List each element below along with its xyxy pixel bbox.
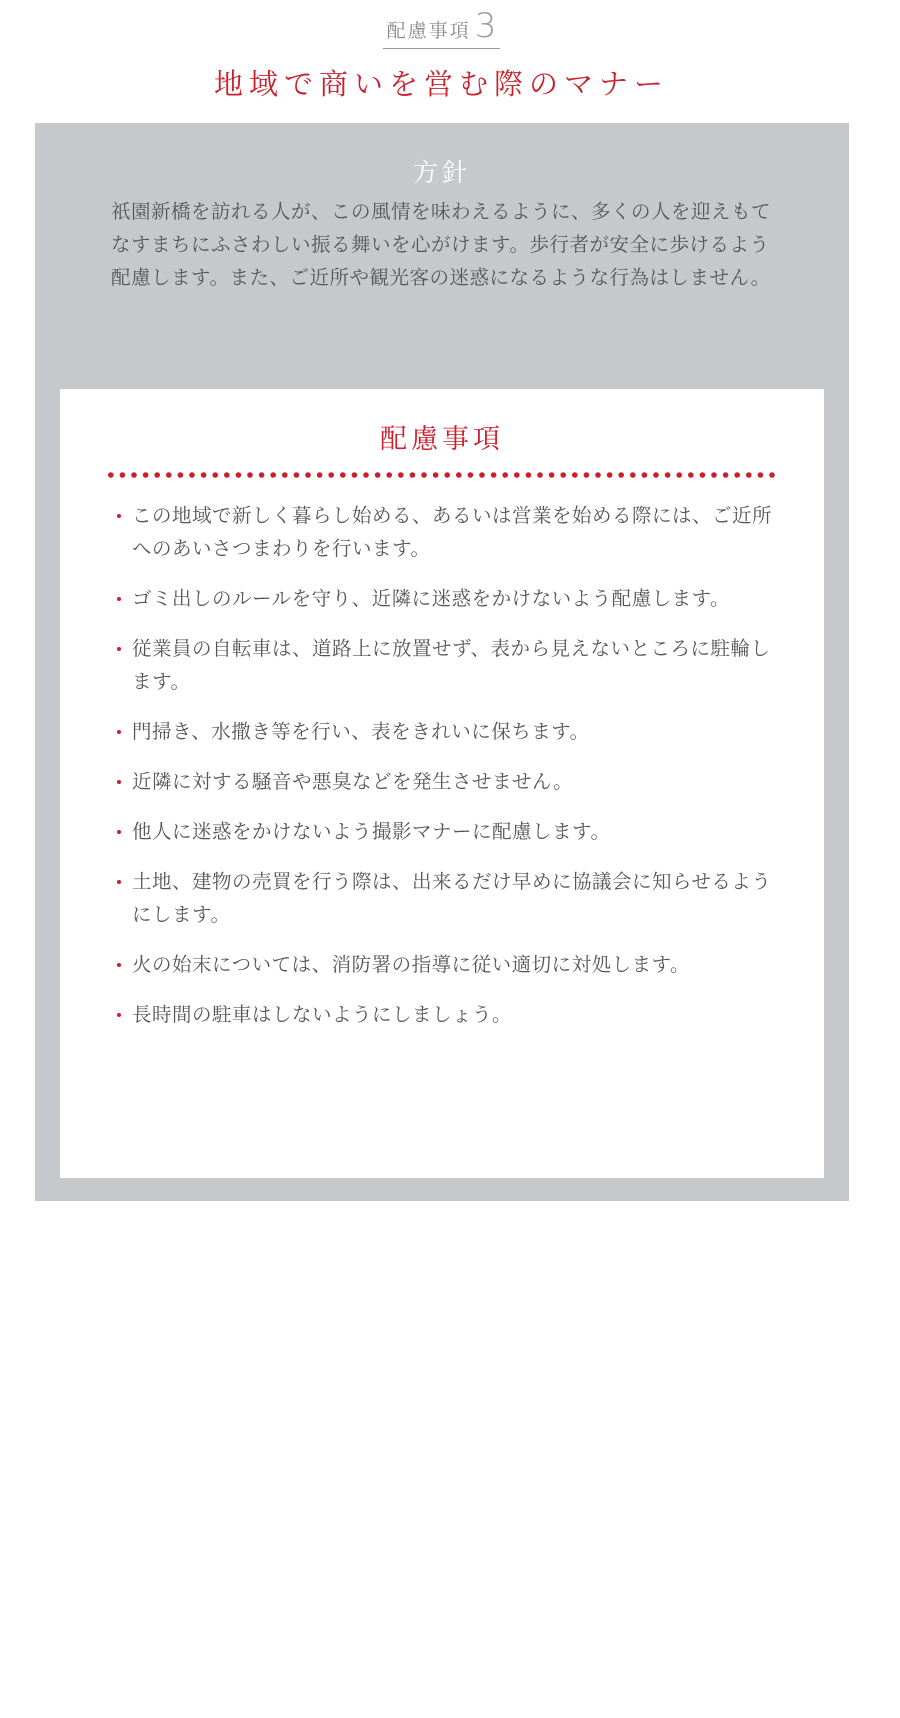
divider-dot bbox=[166, 472, 172, 478]
considerations-card bbox=[60, 389, 824, 1178]
divider-dot bbox=[746, 472, 752, 478]
list-item-text: ゴミ出しのルールを守り、近隣に迷惑をかけないよう配慮します。 bbox=[132, 587, 731, 610]
list-item bbox=[116, 715, 774, 748]
divider-dot bbox=[491, 472, 497, 478]
list-item-text: 近隣に対する騒音や悪臭などを発生させません。 bbox=[132, 770, 574, 793]
divider-dot bbox=[688, 472, 694, 478]
divider-dot bbox=[108, 472, 114, 478]
divider-dot bbox=[410, 472, 416, 478]
dotted-divider bbox=[108, 471, 776, 479]
divider-dot bbox=[526, 472, 532, 478]
bullet-dot-icon bbox=[117, 830, 121, 834]
divider-dot bbox=[700, 472, 706, 478]
bullet-dot-icon bbox=[117, 730, 121, 734]
bullet-dot-icon bbox=[117, 647, 121, 651]
divider-dot bbox=[282, 472, 288, 478]
list-item bbox=[116, 815, 774, 848]
list-item bbox=[116, 582, 774, 615]
list-item bbox=[116, 865, 774, 931]
divider-dot bbox=[375, 472, 381, 478]
list-item-text: 土地、建物の売買を行う際は、出来るだけ早めに協議会に知らせるようにします。 bbox=[132, 870, 772, 926]
divider-dot bbox=[259, 472, 265, 478]
divider-dot bbox=[584, 472, 590, 478]
divider-dot bbox=[630, 472, 636, 478]
considerations-list bbox=[116, 499, 774, 1048]
divider-dot bbox=[642, 472, 648, 478]
divider-dot bbox=[676, 472, 682, 478]
divider-dot bbox=[479, 472, 485, 478]
considerations-heading: 配慮事項 bbox=[380, 424, 504, 455]
divider-dot bbox=[421, 472, 427, 478]
divider-dot bbox=[711, 472, 717, 478]
divider-dot bbox=[178, 472, 184, 478]
page-title: 地域で商いを営む際のマナー bbox=[213, 67, 669, 101]
divider-dot bbox=[456, 472, 462, 478]
divider-dot bbox=[386, 472, 392, 478]
divider-dot bbox=[317, 472, 323, 478]
divider-dot bbox=[363, 472, 369, 478]
divider-dot bbox=[270, 472, 276, 478]
divider-dot bbox=[212, 472, 218, 478]
section-label-text: 配慮事項 bbox=[386, 20, 471, 42]
divider-dot bbox=[247, 472, 253, 478]
divider-dot bbox=[653, 472, 659, 478]
divider-dot bbox=[131, 472, 137, 478]
bullet-dot-icon bbox=[117, 1013, 121, 1017]
divider-dot bbox=[665, 472, 671, 478]
divider-dot bbox=[514, 472, 520, 478]
policy-heading: 方針 bbox=[412, 158, 471, 187]
divider-dot bbox=[143, 472, 149, 478]
list-item bbox=[116, 632, 774, 698]
divider-dot bbox=[560, 472, 566, 478]
bullet-dot-icon bbox=[117, 597, 121, 601]
list-item bbox=[116, 998, 774, 1031]
divider-dot bbox=[433, 472, 439, 478]
bullet-dot-icon bbox=[117, 880, 121, 884]
divider-dot bbox=[723, 472, 729, 478]
divider-dot bbox=[328, 472, 334, 478]
divider-dot bbox=[398, 472, 404, 478]
list-item bbox=[116, 499, 774, 565]
list-item-text: 他人に迷惑をかけないよう撮影マナーに配慮します。 bbox=[132, 820, 611, 843]
list-item bbox=[116, 765, 774, 798]
divider-dot bbox=[758, 472, 764, 478]
list-item-text: 門掃き、水撒き等を行い、表をきれいに保ちます。 bbox=[132, 720, 590, 743]
list-item bbox=[116, 948, 774, 981]
list-item-text: この地域で新しく暮らし始める、あるいは営業を始める際には、ご近所へのあいさつまわりを行います。 bbox=[132, 504, 773, 560]
divider-dot bbox=[595, 472, 601, 478]
divider-dot bbox=[340, 472, 346, 478]
divider-dot bbox=[502, 472, 508, 478]
list-item-text: 長時間の駐車はしないようにしましょう。 bbox=[132, 1003, 513, 1026]
list-item-text: 従業員の自転車は、道路上に放置せず、表から見えないところに駐輪します。 bbox=[132, 637, 771, 693]
divider-dot bbox=[305, 472, 311, 478]
divider-dot bbox=[537, 472, 543, 478]
divider-dot bbox=[572, 472, 578, 478]
divider-dot bbox=[120, 472, 126, 478]
section-label-underline bbox=[383, 6, 501, 49]
divider-dot bbox=[236, 472, 242, 478]
divider-dot bbox=[444, 472, 450, 478]
section-label bbox=[0, 6, 883, 49]
divider-dot bbox=[201, 472, 207, 478]
divider-dot bbox=[224, 472, 230, 478]
policy-body: 祇園新橋を訪れる人が、この風情を味わえるように、多くの人を迎えもてなすまちにふさわしい振る舞いを心がけます。歩行者が安全に歩けるよう配慮します。また、ご近所や観光客の迷惑になるような行為はしません。 bbox=[111, 200, 772, 289]
list-item-text: 火の始末については、消防署の指導に従い適切に対処します。 bbox=[132, 953, 691, 976]
divider-dot bbox=[294, 472, 300, 478]
policy-panel bbox=[35, 123, 849, 1201]
divider-dot bbox=[352, 472, 358, 478]
divider-dot bbox=[189, 472, 195, 478]
divider-dot bbox=[607, 472, 613, 478]
divider-dot bbox=[549, 472, 555, 478]
section-number: 3 bbox=[474, 6, 497, 46]
bullet-dot-icon bbox=[117, 780, 121, 784]
bullet-dot-icon bbox=[117, 514, 121, 518]
divider-dot bbox=[468, 472, 474, 478]
divider-dot bbox=[618, 472, 624, 478]
bullet-dot-icon bbox=[117, 963, 121, 967]
divider-dot bbox=[769, 472, 775, 478]
divider-dot bbox=[734, 472, 740, 478]
divider-dot bbox=[154, 472, 160, 478]
